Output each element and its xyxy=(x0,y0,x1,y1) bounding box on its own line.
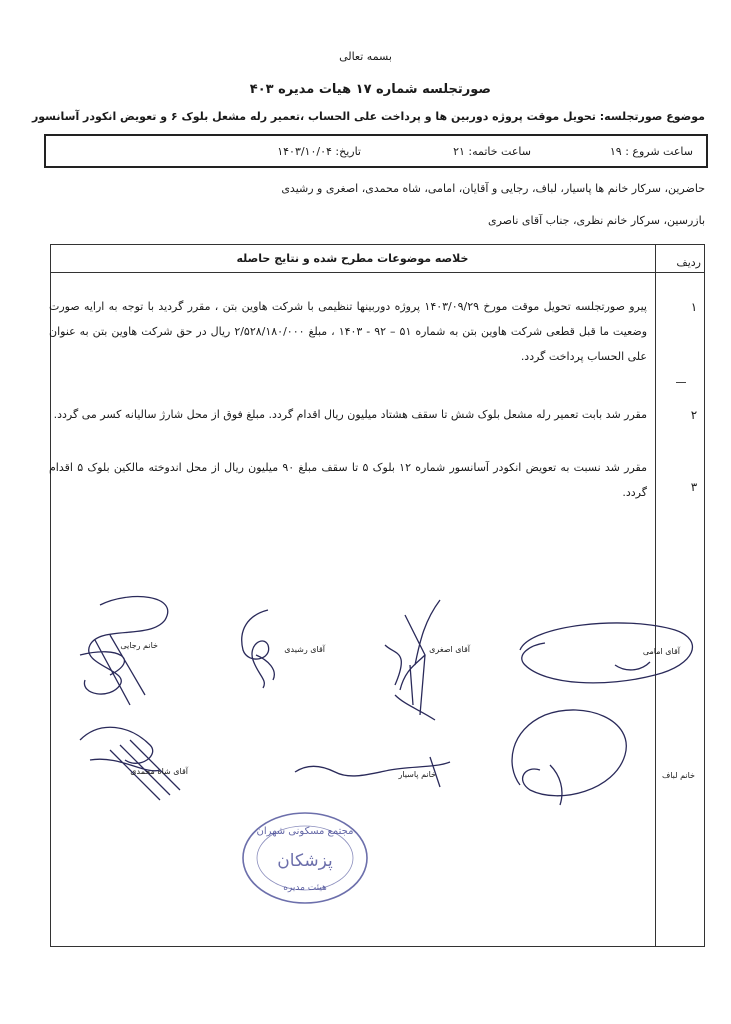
table-column-divider xyxy=(655,244,656,947)
basmala: بسمه تعالی xyxy=(339,50,392,63)
signature-labbaf xyxy=(490,695,640,815)
table-row-text: مقرر شد نسبت به تعویض انکودر آسانسور شماره ۱۲ بلوک ۵ تا سقف مبلغ ۹۰ میلیون ریال از محل اندوخته مالکین بلوک ۵ اقدام گردد. xyxy=(49,461,647,499)
stamp-line1: مجتمع مسکونی شهران xyxy=(256,826,354,837)
signature-label: آقای شاه محمدی xyxy=(130,767,188,776)
stamp-line3: هیئت مدیره xyxy=(283,883,327,893)
signature-label: خانم پاسیار xyxy=(398,770,436,779)
board-stamp xyxy=(240,810,370,906)
signature-label: آقای اصغری xyxy=(429,645,470,654)
signature-shahmohammadi xyxy=(70,700,190,810)
signature-rajaei xyxy=(60,585,200,715)
signature-asghari xyxy=(365,595,465,735)
signature-label: آقای رشیدی xyxy=(284,645,325,654)
table-header-divider xyxy=(50,272,705,273)
table-row-text: پیرو صورتجلسه تحویل موقت مورخ ۱۴۰۳/۰۹/۲۹ پروژه دوربینها تنظیمی با شرکت هاوین بتن ، مقرر گردید با توجه به ارایه صورت وضعیت ما قبل قطعی شرکت هاوین بتن به شماره ۵۱ – ۹۲ - ۱۴۰۳ ، مبلغ ۲/۵۲۸/۱۸۰/۰۰۰ ریال در حق شرکت هاوین بتن به عنوان علی الحساب پرداخت گردد. xyxy=(49,300,648,363)
row-separator-mark xyxy=(676,382,686,383)
meeting-subject: موضوع صورتجلسه: تحویل موقت پروژه دوربین ها و پرداخت علی الحساب ،تعمیر رله مشعل بلوک ۶ و تعویض انکودر آسانسور xyxy=(31,110,705,123)
inspectors: بازرسین، سرکار خانم نظری، جناب آقای ناصری xyxy=(487,214,705,227)
meeting-date: تاریخ: ۱۴۰۳/۱۰/۰۴ xyxy=(277,145,361,158)
attendees: حاضرین، سرکار خانم ها پاسیار، لباف، رجایی و آقایان، امامی، شاه محمدی، اصغری و رشیدی xyxy=(281,182,705,195)
start-time: ساعت شروع : ۱۹ xyxy=(609,145,693,158)
table-row-text: مقرر شد بابت تعمیر رله مشعل بلوک شش تا سقف هشتاد میلیون ریال اقدام گردد. مبلغ فوق از محل شارژ سالیانه کسر می گردد. xyxy=(53,408,647,421)
row-number: ۳ xyxy=(690,480,698,494)
signature-label: آقای امامی xyxy=(642,647,680,656)
end-time: ساعت خاتمه: ۲۱ xyxy=(453,145,531,158)
signature-label: خانم رجایی xyxy=(120,641,158,650)
table-header-row-number: ردیف xyxy=(676,256,701,269)
page-title: صورتجلسه شماره ۱۷ هیات مدیره ۴۰۳ xyxy=(249,82,491,97)
signature-label: خانم لباف xyxy=(661,771,695,780)
stamp-line2: پزشکان xyxy=(277,851,333,871)
meeting-meta-box xyxy=(44,134,708,168)
row-number: ۲ xyxy=(690,408,698,422)
table-header-summary: خلاصه موضوعات مطرح شده و نتایج حاصله xyxy=(236,252,469,265)
row-number: ۱ xyxy=(690,300,698,314)
